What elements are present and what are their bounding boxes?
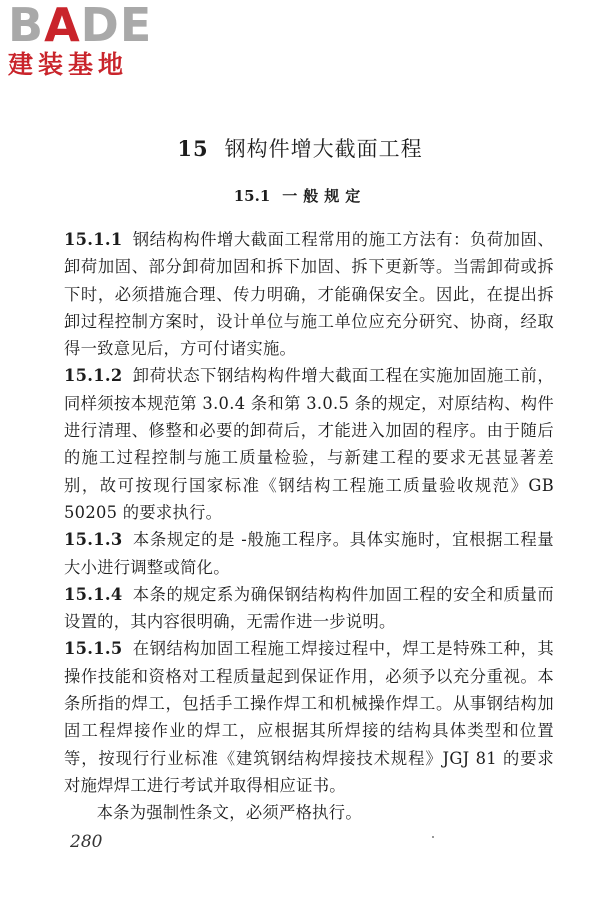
clause-number: 15.1.4: [64, 584, 123, 604]
clause-text: 本条的规定系为确保钢结构构件加固工程的安全和质量而设置的，其内容很明确，无需作进一步说明。: [64, 584, 554, 632]
chapter-title-text: 钢构件增大截面工程: [224, 137, 423, 161]
clause-number: 15.1.3: [64, 530, 123, 550]
chapter-number: 15: [177, 136, 209, 161]
clause-text: 在钢结构加固工程施工焊接过程中，焊工是特殊工种，其操作技能和资格对工程质量起到保证作用，必须予以充分重视。本条所指的焊工，包括手工操作焊工和机械操作焊工。从事钢结构加固工程焊接作业的焊工，应根据其所焊接的结构具体类型和位置等，按现行行业标准《建筑钢结构焊接技术规程》JGJ 81 的要求对施焊焊工进行考试并取得相应证书。: [64, 639, 554, 795]
logo-wordmark: BADE: [8, 0, 153, 52]
scan-speck: [432, 836, 434, 838]
clause-15-1-1: [64, 226, 554, 362]
clause-text: 本条规定的是 -般施工程序。具体实施时，宜根据工程量大小进行调整或简化。: [64, 530, 554, 577]
clause-number: 15.1.2: [64, 366, 123, 386]
section-title-text: 一般规定: [282, 187, 367, 205]
clause-text: 钢结构构件增大截面工程常用的施工方法有：负荷加固、卸荷加固、部分卸荷加固和拆下加固、拆下更新等。当需卸荷或拆下时，必须措施合理、传力明确，才能确保安全。因此，在提出拆卸过程控制方案时，设计单位与施工单位应充分研究、协商，经取得一致意见后，方可付诸实施。: [64, 230, 554, 359]
clause-text: 卸荷状态下钢结构构件增大截面工程在实施加固施工前，同样须按本规范第 3.0.4 条和第 3.0.5 条的规定，对原结构、构件进行清理、修整和必要的卸荷后，才能进入加固的程序。由于随后的施工过程控制与施工质量检验，与新建工程的要求无甚显著差别，故可按现行国家标准《钢结构工程施工质量验收规范》GB 50205 的要求执行。: [64, 366, 554, 522]
clause-15-1-4: [64, 581, 554, 636]
section-number: 15.1: [233, 187, 271, 205]
clause-15-1-3: [64, 526, 554, 581]
clause-15-1-2: [64, 362, 554, 526]
page-number: 280: [70, 832, 103, 852]
logo-subtitle: 建装基地: [8, 50, 129, 79]
chapter-title: [0, 134, 600, 164]
clause-number: 15.1.5: [64, 639, 123, 659]
clause-number: 15.1.1: [64, 230, 123, 249]
brand-logo: [8, 2, 178, 80]
document-body: [64, 226, 554, 827]
section-title: [0, 184, 600, 208]
clause-15-1-5: [64, 635, 554, 799]
mandatory-note: 本条为强制性条文，必须严格执行。: [96, 803, 362, 823]
